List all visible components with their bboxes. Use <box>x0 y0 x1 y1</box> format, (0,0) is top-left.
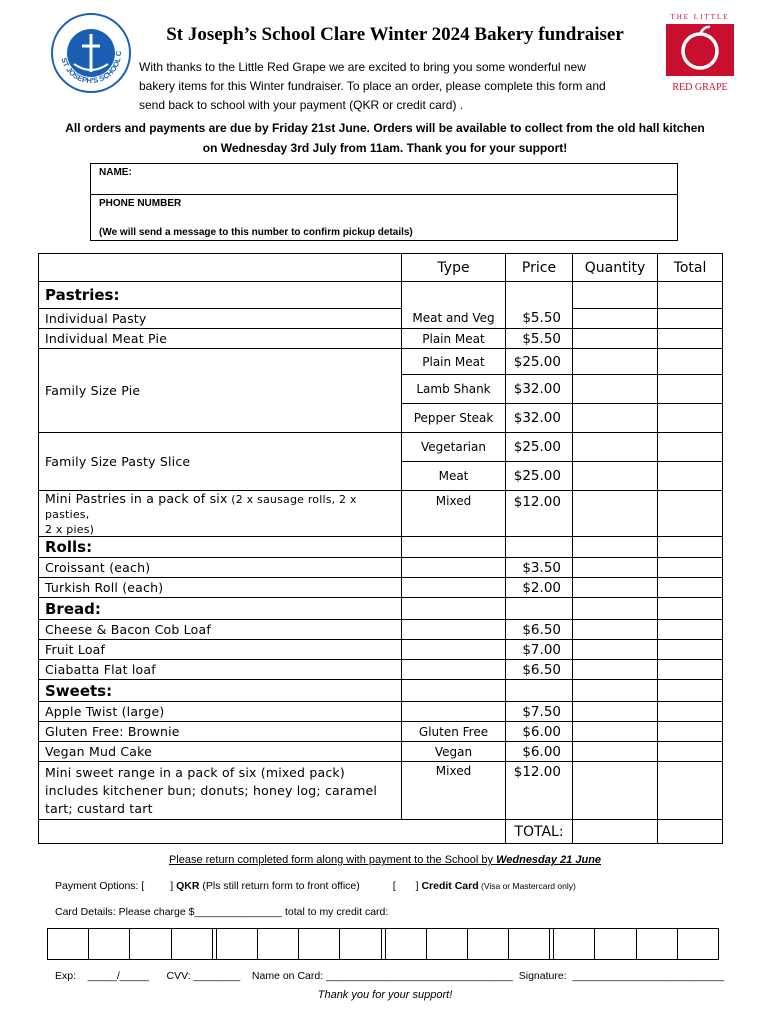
return-instructions <box>40 854 730 866</box>
card-digit-box[interactable] <box>427 929 468 959</box>
section-pastries: Pastries: <box>39 282 402 309</box>
table-row <box>39 491 723 537</box>
item-name: Individual Pasty <box>39 309 402 329</box>
quantity-cell[interactable] <box>573 702 658 722</box>
item-name: Apple Twist (large) <box>39 702 402 722</box>
total-cell[interactable] <box>658 375 723 404</box>
item-price: $25.00 <box>506 349 573 375</box>
quantity-cell[interactable] <box>573 309 658 329</box>
quantity-cell[interactable] <box>573 558 658 578</box>
quantity-cell[interactable] <box>573 433 658 462</box>
table-header-row <box>39 254 723 282</box>
section-row <box>39 680 723 702</box>
table-row <box>39 349 723 375</box>
total-label: TOTAL: <box>506 820 573 844</box>
card-digit-box[interactable] <box>468 929 509 959</box>
item-type: Lamb Shank <box>402 375 506 404</box>
item-type: Plain Meat <box>402 329 506 349</box>
total-cell[interactable] <box>658 578 723 598</box>
item-type: Pepper Steak <box>402 404 506 433</box>
phone-field-label: PHONE NUMBER <box>99 198 182 209</box>
item-name: Fruit Loaf <box>39 640 402 660</box>
total-cell[interactable] <box>658 404 723 433</box>
table-row <box>39 762 723 820</box>
name-field-label: NAME: <box>99 167 132 178</box>
item-price: $25.00 <box>506 433 573 462</box>
quantity-cell[interactable] <box>573 660 658 680</box>
quantity-cell[interactable] <box>573 742 658 762</box>
header-quantity: Quantity <box>573 254 658 282</box>
payment-options-label: Payment Options: [ <box>55 880 145 892</box>
total-row <box>39 820 723 844</box>
item-price: $6.00 <box>506 722 573 742</box>
table-row <box>39 433 723 462</box>
table-row <box>39 329 723 349</box>
item-type: Meat <box>402 462 506 491</box>
qkr-label: QKR <box>176 880 200 892</box>
quantity-cell[interactable] <box>573 620 658 640</box>
total-cell[interactable] <box>658 349 723 375</box>
item-price: $12.00 <box>506 491 573 537</box>
table-row <box>39 640 723 660</box>
item-detail: (2 x sausage rolls, 2 x pasties, <box>45 493 357 521</box>
card-digit-box[interactable] <box>299 929 340 959</box>
table-row <box>39 660 723 680</box>
section-rolls: Rolls: <box>39 537 402 558</box>
card-digit-box[interactable] <box>637 929 678 959</box>
card-digit-box[interactable] <box>216 929 258 959</box>
quantity-cell[interactable] <box>573 329 658 349</box>
intro-paragraph <box>139 58 664 115</box>
notice-line: on Wednesday 3rd July from 11am. Thank you for your support! <box>202 141 568 155</box>
item-name: Ciabatta Flat loaf <box>39 660 402 680</box>
item-price: $3.50 <box>506 558 573 578</box>
item-name: Vegan Mud Cake <box>39 742 402 762</box>
item-name-line: includes kitchener bun; donuts; honey log; caramel <box>45 782 378 798</box>
item-price: $2.00 <box>506 578 573 598</box>
quantity-cell[interactable] <box>573 578 658 598</box>
bakery-logo-top-text: THE LITTLE <box>670 13 730 21</box>
card-digit-box[interactable] <box>385 929 427 959</box>
contact-details-box <box>90 163 678 241</box>
return-note-date: Wednesday 21 June <box>496 854 602 866</box>
quantity-cell[interactable] <box>573 640 658 660</box>
red-grape-logo <box>662 10 738 94</box>
payment-options: Payment Options: [ ] QKR (Pls still return form to front office) [ ] Credit Card (Visa or Mastercard only) <box>55 880 576 892</box>
qkr-note: (Pls still return form to front office) <box>199 880 360 892</box>
table-row <box>39 702 723 722</box>
return-note-text: Please return completed form along with payment to the School by <box>168 854 497 866</box>
header-item-cell <box>39 254 402 282</box>
card-digit-box[interactable] <box>678 929 718 959</box>
card-digit-box[interactable] <box>130 929 171 959</box>
credit-card-note: (Visa or Mastercard only) <box>478 881 576 891</box>
quantity-cell[interactable] <box>573 762 658 820</box>
card-digit-box[interactable] <box>509 929 550 959</box>
item-name: Family Size Pie <box>39 349 402 433</box>
item-name: Croissant (each) <box>39 558 402 578</box>
header-type: Type <box>402 254 506 282</box>
item-type: Mixed <box>402 491 506 537</box>
order-deadline-notice <box>40 118 730 158</box>
quantity-cell[interactable] <box>573 349 658 375</box>
table-row <box>39 722 723 742</box>
item-price: $7.00 <box>506 640 573 660</box>
header-total: Total <box>658 254 723 282</box>
total-cell[interactable] <box>658 722 723 742</box>
total-cell[interactable] <box>658 762 723 820</box>
card-digit-box[interactable] <box>553 929 595 959</box>
card-digit-box[interactable] <box>48 929 89 959</box>
item-name-text: Mini Pastries in a pack of six <box>45 491 228 506</box>
card-number-boxes <box>47 928 719 960</box>
quantity-cell[interactable] <box>573 491 658 537</box>
notice-line: All orders and payments are due by Friday 21st June. Orders will be available to collect from the old hall kitchen <box>65 121 705 135</box>
school-crest-logo <box>50 12 132 94</box>
total-cell[interactable] <box>658 491 723 537</box>
item-name-line: Mini sweet range in a pack of six (mixed pack) <box>45 764 345 780</box>
table-row <box>39 578 723 598</box>
item-price: $5.50 <box>506 329 573 349</box>
item-price: $6.50 <box>506 620 573 640</box>
item-price: $5.50 <box>506 309 573 329</box>
total-cell[interactable] <box>658 660 723 680</box>
item-price: $25.00 <box>506 462 573 491</box>
item-name: Individual Meat Pie <box>39 329 402 349</box>
total-cell[interactable] <box>658 742 723 762</box>
item-detail: 2 x pies) <box>45 523 95 536</box>
item-name <box>39 762 402 820</box>
card-digit-box[interactable] <box>595 929 636 959</box>
section-row <box>39 282 723 309</box>
school-logo-text: ST JOSEPH'S SCHOOL C <box>59 50 124 86</box>
phone-field-note: (We will send a message to this number to confirm pickup details) <box>99 227 413 238</box>
intro-line: With thanks to the Little Red Grape we are excited to bring you some wonderful new <box>139 60 586 74</box>
table-row <box>39 309 723 329</box>
section-row <box>39 598 723 620</box>
item-price: $6.00 <box>506 742 573 762</box>
section-row <box>39 537 723 558</box>
table-row <box>39 742 723 762</box>
page-title: St Joseph’s School Clare Winter 2024 Bakery fundraiser <box>166 24 624 45</box>
bakery-logo-bottom-text: RED GRAPE <box>672 82 728 93</box>
item-price: $7.50 <box>506 702 573 722</box>
item-type: Vegan <box>402 742 506 762</box>
card-details-line: Card Details: Please charge $_______________ total to my credit card: <box>55 906 389 918</box>
grand-total-cell[interactable] <box>658 820 723 844</box>
card-digit-box[interactable] <box>340 929 381 959</box>
total-cell[interactable] <box>658 640 723 660</box>
header-price: Price <box>506 254 573 282</box>
item-name: Turkish Roll (each) <box>39 578 402 598</box>
quantity-cell[interactable] <box>573 722 658 742</box>
quantity-cell[interactable] <box>573 375 658 404</box>
card-digit-box[interactable] <box>258 929 299 959</box>
card-expiry-signature-line[interactable]: Exp: _____/_____ CVV: ________ Name on Card: ________________________________ Signature: __________________________ <box>55 970 725 982</box>
grand-quantity-cell[interactable] <box>573 820 658 844</box>
item-name <box>39 491 402 537</box>
item-type: Gluten Free <box>402 722 506 742</box>
credit-card-label: Credit Card <box>421 880 479 892</box>
quantity-cell[interactable] <box>573 404 658 433</box>
item-price: $12.00 <box>506 762 573 820</box>
item-type: Vegetarian <box>402 433 506 462</box>
item-name: Gluten Free: Brownie <box>39 722 402 742</box>
thank-you-note: Thank you for your support! <box>317 989 453 1001</box>
intro-line: bakery items for this Winter fundraiser. To place an order, please complete this form and <box>139 79 606 93</box>
item-type: Meat and Veg <box>402 309 506 329</box>
item-name-line: tart; custard tart <box>45 800 153 816</box>
quantity-cell[interactable] <box>573 462 658 491</box>
item-type: Plain Meat <box>402 349 506 375</box>
total-cell[interactable] <box>658 309 723 329</box>
total-cell[interactable] <box>658 329 723 349</box>
section-sweets: Sweets: <box>39 680 402 702</box>
card-digit-box[interactable] <box>89 929 130 959</box>
item-name: Family Size Pasty Slice <box>39 433 402 491</box>
total-cell[interactable] <box>658 433 723 462</box>
total-cell[interactable] <box>658 558 723 578</box>
total-cell[interactable] <box>658 462 723 491</box>
card-digit-box[interactable] <box>172 929 213 959</box>
order-table <box>38 253 723 844</box>
section-bread: Bread: <box>39 598 402 620</box>
intro-line: send back to school with your payment (QKR or credit card) . <box>139 98 464 112</box>
total-cell[interactable] <box>658 702 723 722</box>
item-price: $32.00 <box>506 404 573 433</box>
table-row <box>39 558 723 578</box>
table-row <box>39 620 723 640</box>
item-name: Cheese & Bacon Cob Loaf <box>39 620 402 640</box>
item-type: Mixed <box>402 762 506 820</box>
item-price: $32.00 <box>506 375 573 404</box>
total-cell[interactable] <box>658 620 723 640</box>
contact-divider <box>91 194 677 195</box>
item-price: $6.50 <box>506 660 573 680</box>
